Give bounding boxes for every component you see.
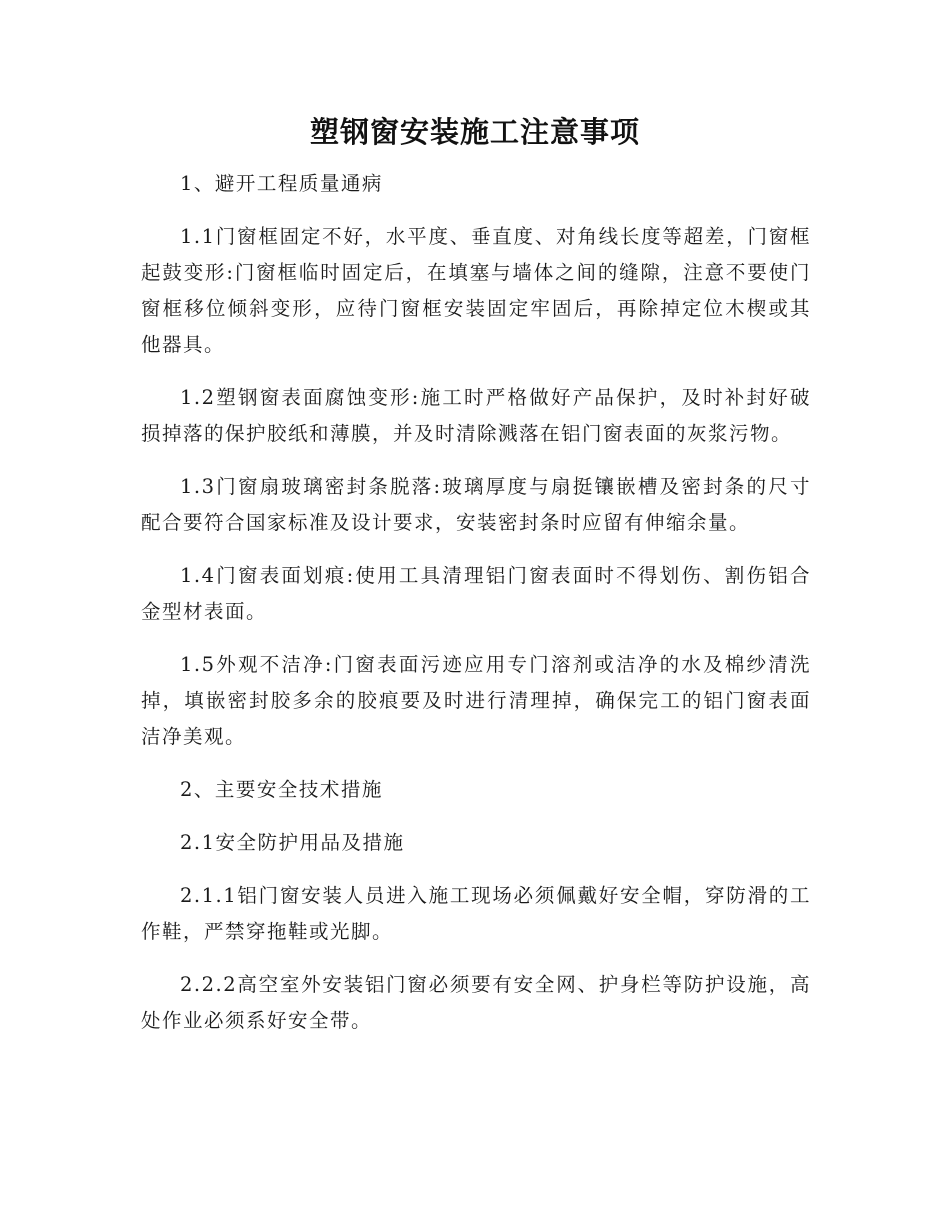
paragraph-2-2-2: 2.2.2高空室外安装铝门窗必须要有安全网、护身栏等防护设施，高处作业必须系好安全带。 [141,973,811,1032]
paragraph-1-3: 1.3门窗扇玻璃密封条脱落:玻璃厚度与扇挺镶嵌槽及密封条的尺寸配合要符合国家标准及设计要求，安装密封条时应留有伸缩余量。 [141,475,811,534]
section-heading-2: 2、主要安全技术措施 [180,778,383,801]
paragraph-1-1: 1.1门窗框固定不好，水平度、垂直度、对角线长度等超差，门窗框起鼓变形:门窗框临时固定后，在填塞与墙体之间的缝隙，注意不要使门窗框移位倾斜变形，应待门窗框安装固定牢固后，再除掉定位木楔或其他器具。 [141,225,811,356]
subsection-heading-2-1: 2.1安全防护用品及措施 [180,831,405,854]
paragraph-1-2: 1.2塑钢窗表面腐蚀变形:施工时严格做好产品保护，及时补封好破损掉落的保护胶纸和薄膜，并及时清除溅落在铝门窗表面的灰浆污物。 [141,386,811,445]
paragraph-1-5: 1.5外观不洁净:门窗表面污迹应用专门溶剂或洁净的水及棉纱清洗掉，填嵌密封胶多余的胶痕要及时进行清理掉，确保完工的铝门窗表面洁净美观。 [141,653,811,748]
paragraph-2-1-1: 2.1.1铝门窗安装人员进入施工现场必须佩戴好安全帽，穿防滑的工作鞋，严禁穿拖鞋或光脚。 [141,884,811,943]
document-body [141,166,811,1056]
paragraph-1-4: 1.4门窗表面划痕:使用工具清理铝门窗表面时不得划伤、割伤铝合金型材表面。 [141,564,811,623]
section-heading-1: 1、避开工程质量通病 [180,172,383,195]
document-title: 塑钢窗安装施工注意事项 [309,115,640,149]
